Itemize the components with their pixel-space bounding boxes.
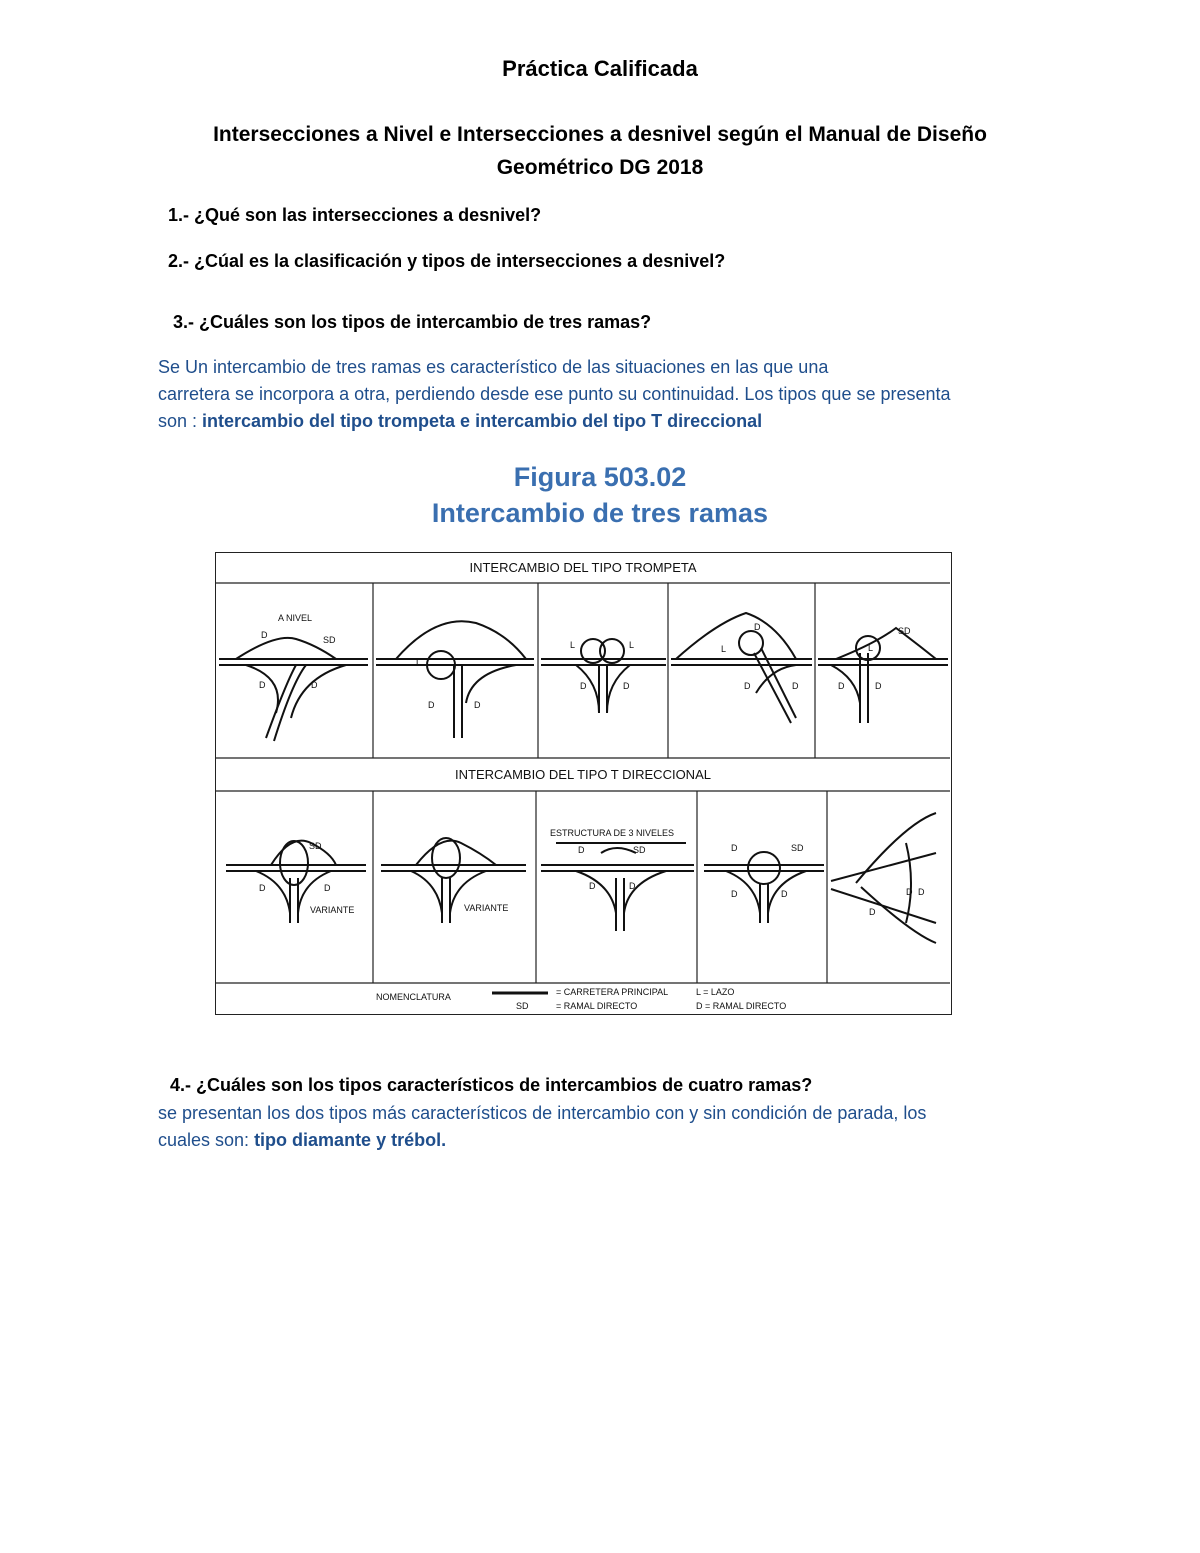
- question-3: 3.- ¿Cuáles son los tipos de intercambio de tres ramas?: [173, 312, 652, 332]
- answer-3-bold: intercambio del tipo trompeta e intercambio del tipo T direccional: [202, 411, 763, 431]
- label-d: D: [259, 883, 266, 893]
- legend-carretera: = CARRETERA PRINCIPAL: [556, 987, 669, 997]
- document-subtitle: [150, 118, 1050, 184]
- label-d: D: [781, 889, 788, 899]
- subtitle-line-2: Geométrico DG 2018: [496, 156, 704, 179]
- label-l: L: [868, 643, 874, 653]
- label-sd: SD: [633, 845, 646, 855]
- label-d: D: [261, 630, 268, 640]
- legend-title: NOMENCLATURA: [376, 992, 451, 1002]
- answer-3-line-2: carretera se incorpora a otra, perdiendo desde ese punto su continuidad. Los tipos que se presenta: [158, 384, 951, 404]
- label-d: D: [623, 681, 630, 691]
- question-2: 2.- ¿Cúal es la clasificación y tipos de intersecciones a desnivel?: [168, 251, 726, 271]
- label-a-nivel: A NIVEL: [278, 613, 313, 623]
- label-d: D: [875, 681, 882, 691]
- legend-ramal: D = RAMAL DIRECTO: [696, 1001, 787, 1011]
- answer-3-line-3: [158, 408, 1058, 435]
- label-d: D: [578, 845, 585, 855]
- label-d: D: [324, 883, 331, 893]
- subtitle-line-1: Intersecciones a Nivel e Intersecciones a desnivel según el Manual de Diseño: [213, 123, 987, 146]
- label-variante: VARIANTE: [310, 905, 355, 915]
- label-d: D: [918, 887, 925, 897]
- trompeta-header: INTERCAMBIO DEL TIPO TROMPETA: [469, 560, 697, 575]
- label-d: D: [838, 681, 845, 691]
- interchange-diagram: [216, 553, 950, 1013]
- question-1: 1.- ¿Qué son las intersecciones a desnivel?: [168, 205, 542, 225]
- label-d: D: [311, 680, 318, 690]
- figure-number: Figura 503.02: [513, 462, 687, 492]
- label-d: D: [589, 881, 596, 891]
- label-sd: SD: [898, 626, 911, 636]
- legend-sd-symbol: SD: [516, 1001, 529, 1011]
- answer-4-line-2: [158, 1127, 1058, 1154]
- t-direccional-header: INTERCAMBIO DEL TIPO T DIRECCIONAL: [455, 767, 711, 782]
- figure-caption: Intercambio de tres ramas: [431, 498, 769, 528]
- label-d: D: [474, 700, 481, 710]
- label-d: D: [869, 907, 876, 917]
- label-d: D: [259, 680, 266, 690]
- answer-3-prefix: son :: [158, 411, 203, 431]
- answer-3-line-1: Se Un intercambio de tres ramas es característico de las situaciones en las que una: [158, 357, 829, 377]
- label-l: L: [629, 640, 635, 650]
- label-d: D: [428, 700, 435, 710]
- label-d: D: [906, 887, 913, 897]
- label-sd: SD: [323, 635, 336, 645]
- label-d: D: [629, 881, 636, 891]
- answer-4-line-1: se presentan los dos tipos más característicos de intercambio con y sin condición de parada, los: [158, 1103, 927, 1123]
- legend-sd-text: = RAMAL DIRECTO: [556, 1001, 638, 1011]
- label-estructura: ESTRUCTURA DE 3 NIVELES: [550, 828, 675, 838]
- label-d: D: [744, 681, 751, 691]
- label-d: D: [731, 843, 738, 853]
- label-d: D: [731, 889, 738, 899]
- label-variante: VARIANTE: [464, 903, 509, 913]
- label-d: D: [792, 681, 799, 691]
- question-4: 4.- ¿Cuáles son los tipos característicos de intercambios de cuatro ramas?: [170, 1075, 813, 1095]
- document-title: Práctica Calificada: [502, 56, 698, 81]
- answer-4-bold: tipo diamante y trébol.: [254, 1130, 447, 1150]
- label-l: L: [570, 640, 576, 650]
- answer-4-prefix: cuales son:: [158, 1130, 255, 1150]
- label-sd: SD: [791, 843, 804, 853]
- label-l: L: [721, 644, 727, 654]
- answer-3: [158, 354, 1058, 435]
- legend: [376, 987, 786, 1011]
- label-l: L: [416, 657, 422, 667]
- label-d: D: [580, 681, 587, 691]
- answer-4: [158, 1100, 1058, 1154]
- interchange-figure: [215, 552, 952, 1015]
- label-sd: SD: [309, 841, 322, 851]
- legend-lazo: L = LAZO: [696, 987, 735, 997]
- label-d: D: [754, 622, 761, 632]
